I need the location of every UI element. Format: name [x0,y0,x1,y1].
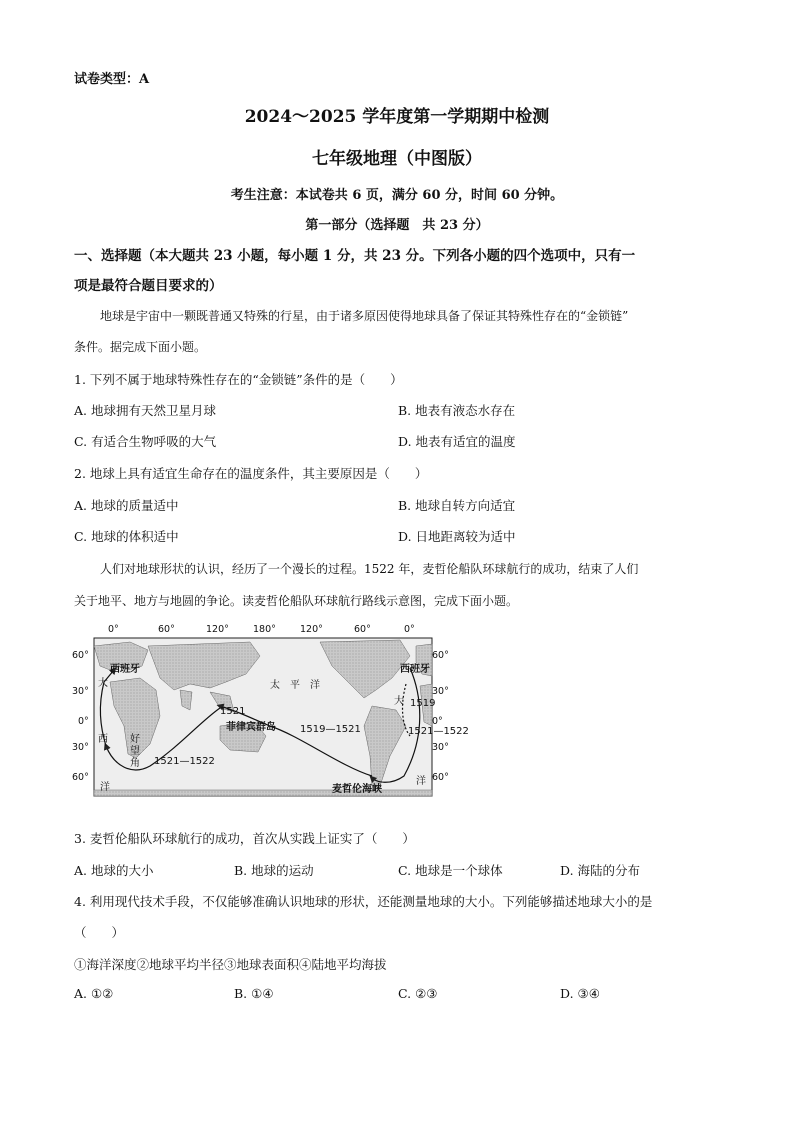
intro2-line2: 关于地平、地方与地圆的争论。读麦哲伦船队环球航行路线示意图，完成下面小题。 [74,594,519,608]
lon-label: 120° [300,624,323,635]
q4-option-b: B. ①④ [234,986,274,1001]
label-route-1521-1522-right: 1521—1522 [408,726,469,737]
label-philippines: 菲律宾群岛 [226,722,276,733]
magellan-route-map [70,624,469,816]
label-yang: 洋 [100,782,110,793]
intro2-line1: 人们对地球形状的认识，经历了一个漫长的过程。1522 年，麦哲伦船队环球航行的成功，结束了人们 [100,562,639,576]
lat-label-left: 0° [78,716,89,727]
question-4-stem-line1: 4. 利用现代技术手段，不仅能够准确认识地球的形状，还能测量地球的大小。下列能够描述地球大小的是 [74,894,653,909]
label-xi: 西 [98,734,108,745]
lat-label-left: 60° [72,650,89,661]
q2-option-c: C. 地球的体积适中 [74,529,179,544]
lat-label-left: 30° [72,742,89,753]
label-route-1519-1521: 1519—1521 [300,724,361,735]
q1-option-d: D. 地表有适宜的温度 [398,434,516,449]
q3-option-a: A. 地球的大小 [74,863,154,878]
lat-label-right: 60° [432,650,449,661]
label-spain-right: 西班牙 [400,664,430,675]
q2-option-b: B. 地球自转方向适宜 [398,498,516,513]
label-yang-right: 洋 [416,776,426,787]
paper-type: 试卷类型：A [74,72,150,87]
question-4-items: ①海洋深度②地球平均半径③地球表面积④陆地平均海拔 [74,957,387,972]
label-haowang-3: 角 [130,758,140,769]
q1-option-c: C. 有适合生物呼吸的大气 [74,434,217,449]
intro1-line2: 条件。据完成下面小题。 [74,340,207,354]
question-4-stem-line2: （ ） [74,925,125,940]
question-3-stem: 3. 麦哲伦船队环球航行的成功，首次从实践上证实了（ ） [74,831,415,846]
label-magellan-strait: 麦哲伦海峡 [332,784,382,795]
section-heading-line1: 一、选择题（本大题共 23 小题，每小题 1 分，共 23 分。下列各小题的四个选项中，只有一 [74,248,636,264]
q2-option-a: A. 地球的质量适中 [74,498,179,513]
question-1-stem: 1. 下列不属于地球特殊性存在的“金锁链”条件的是（ ） [74,372,403,387]
lat-label-right: 30° [432,742,449,753]
lon-label: 60° [158,624,175,635]
label-spain-left: 西班牙 [110,664,140,675]
label-da-right: 大 [394,696,404,707]
section-heading-line2: 项是最符合题目要求的） [74,278,223,294]
lon-label: 0° [404,624,415,635]
page-subtitle: 七年级地理（中图版） [312,149,482,169]
lon-label: 0° [108,624,119,635]
label-year-1521: 1521 [220,706,246,717]
label-route-1519: 1519 [410,698,436,709]
page-title: 2024～2025 学年度第一学期期中检测 [244,107,550,127]
lon-label: 60° [354,624,371,635]
intro1-line1: 地球是宇宙中一颗既普通又特殊的行星，由于诸多原因使得地球具备了保证其特殊性存在的“金锁链” [100,309,629,323]
q2-option-d: D. 日地距离较为适中 [398,529,516,544]
q4-option-d: D. ③④ [560,986,600,1001]
label-da-left: 大 [98,678,108,689]
label-pacific: 太 平 洋 [270,680,320,691]
lat-label-left: 30° [72,686,89,697]
lon-label: 120° [206,624,229,635]
q4-option-a: A. ①② [74,986,114,1001]
label-route-1521-1522: 1521—1522 [154,756,215,767]
lat-label-right: 30° [432,686,449,697]
q4-option-c: C. ②③ [398,986,438,1001]
q1-option-b: B. 地表有液态水存在 [398,403,516,418]
label-haowang-1: 好 [130,734,140,745]
label-haowang-2: 望 [130,746,140,757]
lat-label-left: 60° [72,772,89,783]
lon-label: 180° [253,624,276,635]
q3-option-d: D. 海陆的分布 [560,863,641,878]
lat-label-right: 60° [432,772,449,783]
q1-option-a: A. 地球拥有天然卫星月球 [74,403,216,418]
question-2-stem: 2. 地球上具有适宜生命存在的温度条件，其主要原因是（ ） [74,466,428,481]
q3-option-b: B. 地球的运动 [234,863,314,878]
exam-notice: 考生注意：本试卷共 6 页，满分 60 分，时间 60 分钟。 [230,188,564,203]
lat-label-right: 0° [432,716,443,727]
q3-option-c: C. 地球是一个球体 [398,863,503,878]
part-title: 第一部分（选择题 共 23 分） [305,218,489,233]
